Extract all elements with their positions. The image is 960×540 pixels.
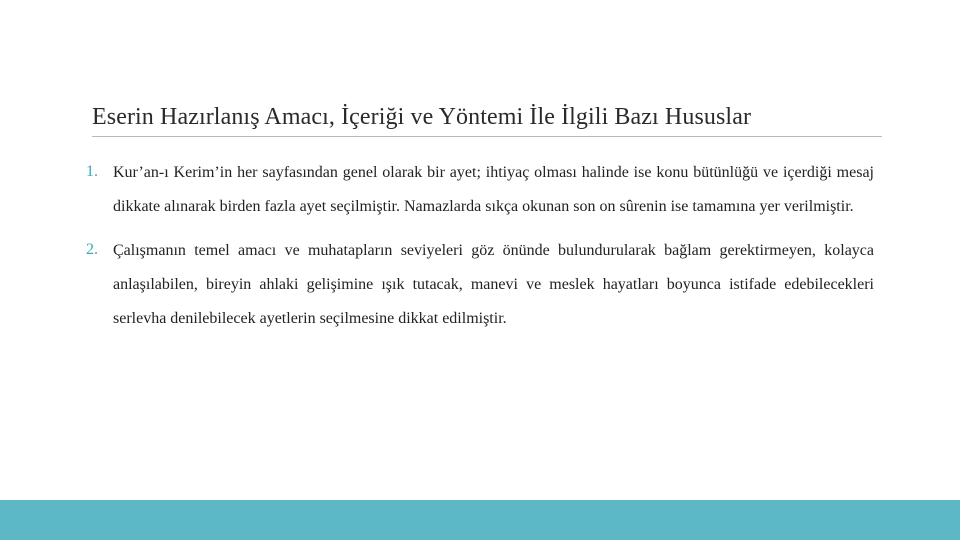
list-item [86,156,874,224]
list-item [86,234,874,336]
slide-title: Eserin Hazırlanış Amacı, İçeriği ve Yöntemi İle İlgili Bazı Hususlar [92,104,752,130]
list-item-number: 1. [86,163,98,180]
footer-band [0,500,960,540]
list-item-number: 2. [86,241,98,258]
list-item-text: Kur’an-ı Kerim’in her sayfasından genel olarak bir ayet; ihtiyaç olması halinde ise konu bütünlüğü ve içerdiği mesaj dikkate alınarak birden fazla ayet seçilmiştir. Namazlarda sıkça okunan son on sûrenin ise tamamına yer verilmiştir. [113,164,874,215]
title-divider [92,136,882,137]
content-list [86,156,874,346]
list-item-text: Çalışmanın temel amacı ve muhatapların seviyeleri göz önünde bulundurularak bağlam gerektirmeyen, kolayca anlaşılabilen, bireyin ahlaki gelişimine ışık tutacak, manevi ve meslek hayatları boyunca istifade edebilecekleri serlevha denilebilecek ayetlerin seçilmesine dikkat edilmiştir. [113,242,874,327]
